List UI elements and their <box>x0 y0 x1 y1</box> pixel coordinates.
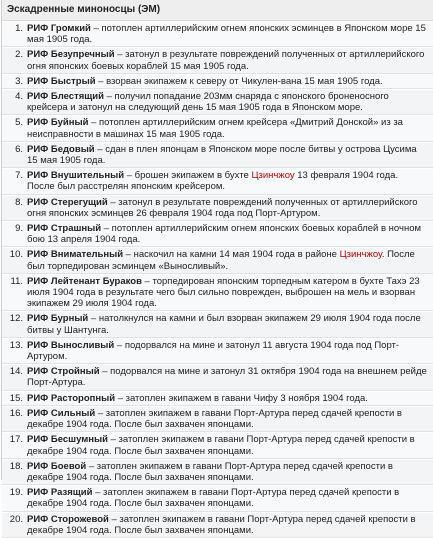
section-header: Эскадренные миноносцы (ЭМ) <box>2 0 433 21</box>
list-item <box>2 74 433 89</box>
item-number: 13. <box>9 339 23 351</box>
item-number: 7. <box>15 170 23 182</box>
item-text: – затоплен экипажем в гавани Порт-Артура перед сдачей крепости в декабре 1904 года. После был захвачен японцами. <box>27 460 393 483</box>
item-number: 2. <box>15 49 23 61</box>
item-text: – наскочил на камни 14 мая 1904 года в районе <box>123 249 340 261</box>
item-text: – потоплен артиллерийским огнем крейсера «Дмитрий Донской» из за неисправности в машинах 15 мая 1905 года. <box>27 117 403 140</box>
ship-name: РИФ Безупречный <box>27 49 115 61</box>
item-number: 1. <box>15 23 23 34</box>
item-description <box>27 366 433 388</box>
item-description <box>27 91 433 113</box>
item-text: – торпедирован японским торпедным катером в бухте Тахэ 23 июля 1904 года в результате чего был сильно поврежден, выброшен на мель и взорван экипажем 29 июля 1904 года. <box>27 275 420 310</box>
list-item <box>2 89 433 115</box>
item-text: – затонул в результате повреждений полученных от артиллерийского огня японских эсминцев 26 февраля 1904 года под Порт-Артуром. <box>27 196 418 219</box>
list-item <box>2 459 433 485</box>
item-number: 8. <box>15 196 23 208</box>
list-item <box>2 221 433 247</box>
item-text: – затоплен экипажем в гавани Чифу 3 ноября 1904 года. <box>115 392 368 404</box>
item-description <box>27 23 433 45</box>
list-item <box>2 247 433 273</box>
item-text: – сдан в плен японцам в Японском море после битвы у острова Цусима 15 мая 1905 года. <box>27 143 417 167</box>
item-number: 17. <box>9 434 23 446</box>
item-number: 20. <box>9 513 23 525</box>
item-number: 19. <box>9 487 23 499</box>
item-description <box>27 393 433 404</box>
list-item <box>2 406 433 432</box>
list-item <box>2 115 433 141</box>
item-text: – затоплен экипажем в гавани Порт-Артура перед сдачей крепости в декабре 1904 года. После был захвачен японцами. <box>27 487 400 510</box>
ship-name: РИФ Бурный <box>27 313 89 325</box>
item-text: – потоплен артиллерийским огнем японских боевых кораблей в ночном бою 13 апреля 1904 года. <box>27 223 422 246</box>
item-description <box>27 144 433 166</box>
ship-name: РИФ Быстрый <box>27 75 96 87</box>
item-text: – брошен экипажем в бухте <box>124 170 252 182</box>
item-description <box>27 408 433 430</box>
ship-name: РИФ Разящий <box>27 487 93 499</box>
item-text: – потоплен артиллерийским огнем японских эсминцев в Японском море 15 мая 1905 года. <box>27 23 426 46</box>
item-text: – взорван экипажем к северу от Чикулен-вана 15 мая 1905 года. <box>95 75 383 87</box>
item-description <box>27 514 433 536</box>
item-number: 3. <box>15 75 23 87</box>
item-text: – натолкнулся на камни и был взорван экипажем 29 июля 1904 года после битвы у Шантунга. <box>27 313 421 336</box>
item-number: 10. <box>9 249 23 261</box>
item-text: 13 февраля 1904 года. После был расстрелян японским крейсером. <box>27 170 399 193</box>
item-number: 15. <box>9 392 23 404</box>
item-text: – затоплен экипажем в гавани Порт-Артура перед сдачей крепости в декабре 1904 года. После был захвачен японцами. <box>27 434 415 457</box>
item-number: 5. <box>15 117 23 129</box>
item-number: 16. <box>9 407 23 419</box>
item-text: – затоплен экипажем в гавани Порт-Артура перед сдачей крепости в декабре 1904 года. После был захвачен японцами. <box>27 407 402 431</box>
item-number: 4. <box>15 91 23 103</box>
item-description <box>27 249 433 271</box>
item-description <box>27 117 433 139</box>
ship-name: РИФ Бесшумный <box>27 434 108 446</box>
ship-name: РИФ Стройный <box>27 366 100 378</box>
item-number: 6. <box>15 143 23 155</box>
list-item <box>2 311 433 337</box>
item-text: – затоплен экипажем в гавани Порт-Артура перед сдачей крепости в декабре 1904 года. После был захвачен японцами. <box>27 513 416 536</box>
list-item <box>2 47 433 73</box>
ship-list <box>2 21 433 538</box>
item-description <box>27 223 433 245</box>
list-item <box>2 391 433 406</box>
ship-name: РИФ Лейтенант Бураков <box>27 275 142 287</box>
list-item <box>2 485 433 511</box>
list-item <box>2 195 433 221</box>
item-number: 11. <box>10 275 23 287</box>
list-item <box>2 364 433 390</box>
item-description <box>27 487 433 509</box>
list-item <box>2 274 433 312</box>
item-description <box>27 49 433 71</box>
ship-name: РИФ Внушительный <box>27 170 125 182</box>
place-link[interactable]: Цзинчжоу <box>339 249 382 261</box>
ships-table <box>1 0 433 536</box>
item-number: 9. <box>15 223 23 235</box>
item-description <box>27 170 433 192</box>
item-description <box>27 313 433 335</box>
ship-name: РИФ Бедовый <box>27 143 95 155</box>
item-description <box>27 197 433 219</box>
list-item <box>2 168 433 194</box>
item-number: 12. <box>9 313 23 325</box>
ship-name: РИФ Громкий <box>27 23 91 34</box>
item-text: . После был торпедирован эсминцем «Выносливый». <box>27 249 415 272</box>
ship-name: РИФ Расторопный <box>27 392 116 404</box>
item-text: – получил попадание 203мм снаряда с японского броненосного крейсера и затонул на следующий день 15 мая 1905 года в Японском море. <box>27 91 389 114</box>
item-number: 18. <box>9 460 23 472</box>
list-item <box>2 142 433 168</box>
list-item <box>2 432 433 458</box>
ship-name: РИФ Сторожевой <box>27 513 109 525</box>
list-item <box>2 338 433 364</box>
item-description <box>27 276 433 310</box>
list-item <box>2 21 433 47</box>
item-text: – подорвался на мине и затонул 11 августа 1904 года под Порт-Артуром. <box>27 339 400 363</box>
ship-name: РИФ Блестящий <box>27 91 104 103</box>
ship-name: РИФ Боевой <box>27 460 87 472</box>
ship-name: РИФ Страшный <box>27 223 102 235</box>
item-number: 14. <box>9 366 23 378</box>
item-description <box>27 340 433 362</box>
ship-name: РИФ Сильный <box>27 407 96 419</box>
item-text: – затонул в результате повреждений полученных от артиллерийского огня японских боевых кораблей 15 мая 1905 года. <box>27 49 425 72</box>
ship-name: РИФ Выносливый <box>27 339 115 351</box>
ship-name: РИФ Стерегущий <box>27 196 108 208</box>
item-text: – подорвался на мине и затонул 31 октября 1904 года на внешнем рейде Порт-Артура. <box>27 366 427 389</box>
ship-name: РИФ Буйный <box>27 117 89 129</box>
place-link[interactable]: Цзинчжоу <box>251 170 295 182</box>
list-item <box>2 512 433 538</box>
item-description <box>27 434 433 456</box>
item-description <box>27 76 433 87</box>
ship-name: РИФ Внимательный <box>27 249 124 261</box>
